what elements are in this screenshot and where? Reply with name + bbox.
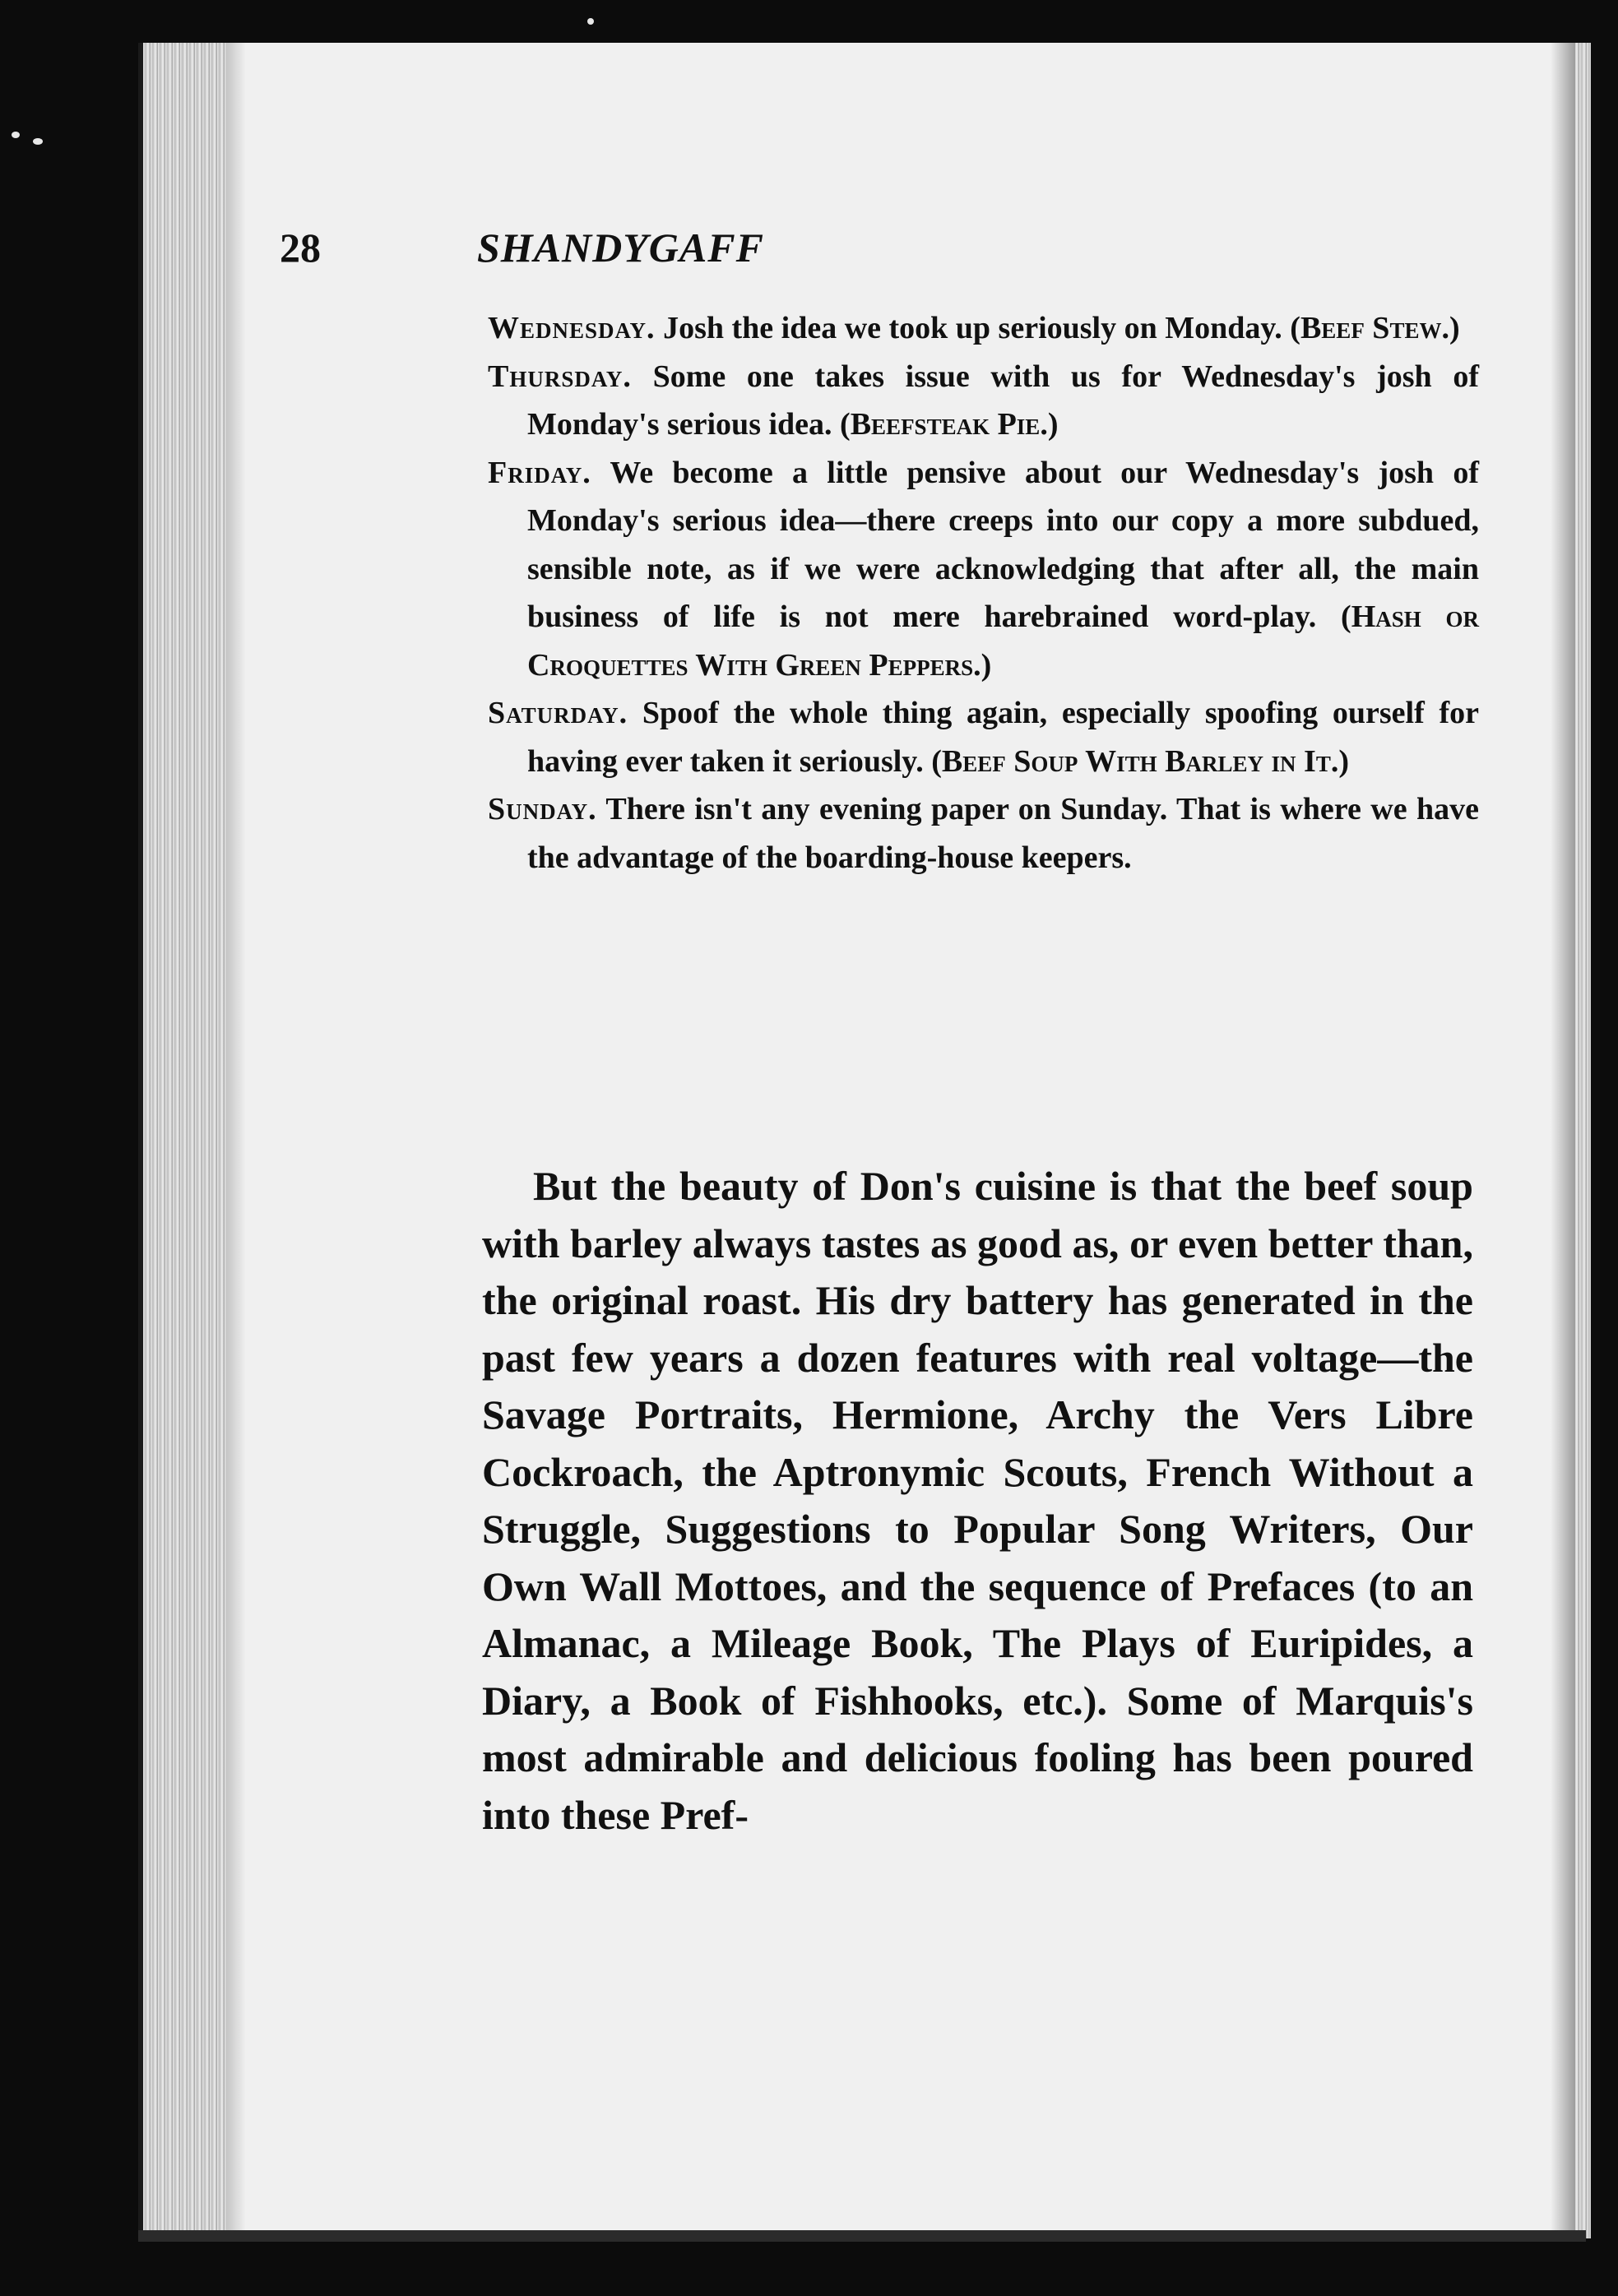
- dish-label: (Beef Stew.): [1290, 311, 1460, 345]
- running-head: [280, 224, 1164, 281]
- entry-text: Josh the idea we took up seriously on Monday.: [663, 311, 1282, 345]
- dish-label: (Beefsteak Pie.): [840, 407, 1059, 442]
- day-label: Saturday.: [488, 696, 628, 730]
- dish-label: (Hash or Croquettes With Green Peppers.): [527, 599, 1479, 683]
- entry-text: We become a little pensive about our Wednesday's josh of Monday's serious idea—there creeps into our copy a more subdued, sensible note, as if we were acknowledging that after all, the main business of life is not mere harebrained word-play.: [527, 455, 1479, 634]
- entry-text: Some one takes issue with us for Wednesday's josh of Monday's serious idea.: [527, 359, 1480, 442]
- scan-speck: [12, 132, 20, 138]
- weekly-schedule: [488, 304, 1479, 882]
- page-number: 28: [280, 225, 321, 271]
- gutter-shadow: [226, 43, 246, 2234]
- schedule-entry-thursday: [488, 353, 1479, 449]
- day-label: Thursday.: [488, 359, 632, 394]
- entry-text: There isn't any evening paper on Sunday. That is where we have the advantage of the boarding-house keepers.: [527, 792, 1479, 875]
- body-paragraph: But the beauty of Don's cuisine is that the beef soup with barley always tastes as good as, or even better than, the original roast. His dry battery has generated in the past few years a dozen features with real voltage—the Savage Portraits, Hermione, Archy the Vers Libre Cockroach, the Aptronymic Scouts, French Without a Struggle, Suggestions to Popular Song Writers, Our Own Wall Mottoes, and the sequence of Prefaces (to an Almanac, a Mileage Book, The Plays of Euripides, a Diary, a Book of Fishhooks, etc.). Some of Marquis's most admirable and delicious fooling has been poured into these Pref-: [482, 1163, 1473, 1838]
- day-label: Friday.: [488, 455, 591, 490]
- schedule-entry-friday: [488, 449, 1479, 690]
- schedule-entry-wednesday: [488, 304, 1479, 353]
- dish-label: (Beef Soup With Barley in It.): [931, 743, 1349, 779]
- entry-text: Spoof the whole thing again, especially spoofing ourself for having ever taken it seriously.: [527, 696, 1479, 779]
- page-right-edge: [1551, 43, 1575, 2234]
- schedule-entry-saturday: [488, 689, 1479, 785]
- scan-speck: [33, 138, 43, 145]
- running-title: SHANDYGAFF: [477, 225, 764, 271]
- day-label: Sunday.: [488, 792, 597, 826]
- page-bottom-edge: [138, 2230, 1586, 2242]
- schedule-entry-sunday: [488, 785, 1479, 882]
- day-label: Wednesday.: [488, 311, 656, 345]
- scan-speck: [587, 18, 594, 25]
